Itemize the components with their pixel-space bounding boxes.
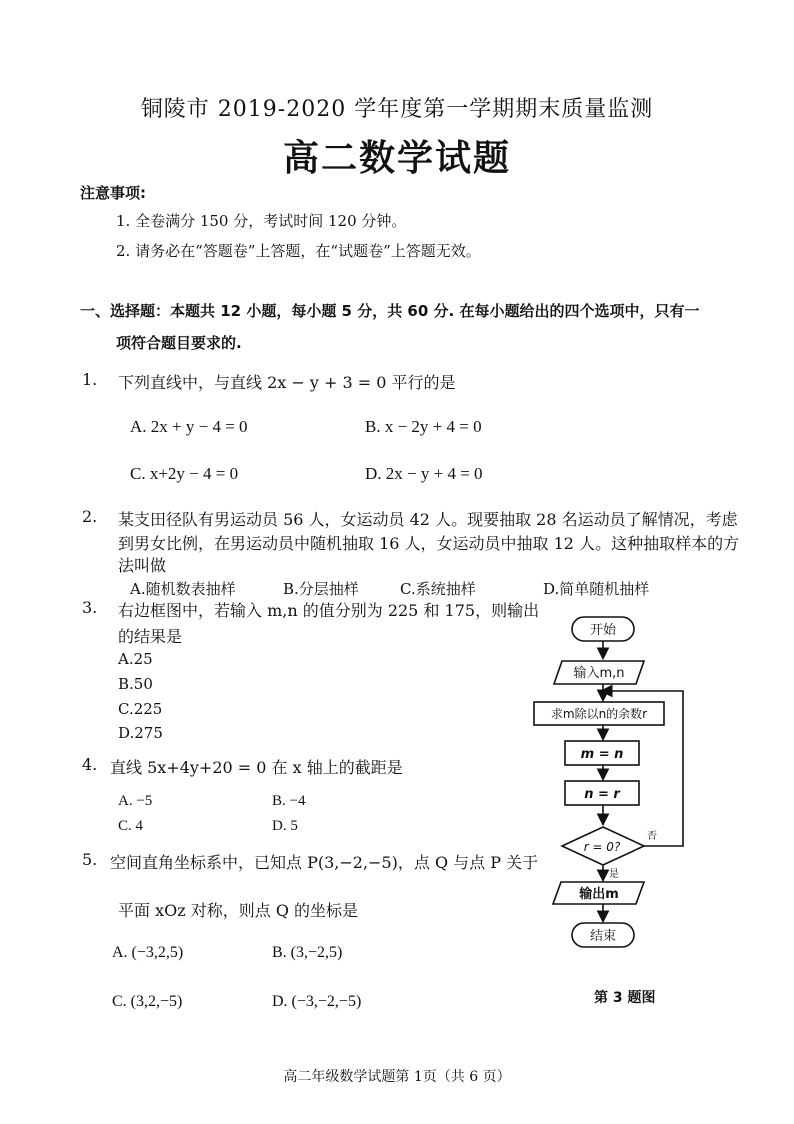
option-d: D.275: [118, 724, 163, 742]
question-stem: 直线 5x+4y+20 = 0 在 x 轴上的截距是: [110, 758, 403, 777]
flowchart-diagram: [520, 605, 700, 955]
option-c: C.系统抽样: [400, 580, 476, 598]
option-a: A. −5: [118, 793, 153, 809]
option-a: A. 2x + y − 4 = 0: [130, 417, 248, 436]
option-b: B. x − 2y + 4 = 0: [365, 417, 482, 436]
flowchart-start-label: 开始: [589, 623, 617, 638]
notice-item-1: 1. 全卷满分 150 分，考试时间 120 分钟。: [116, 212, 407, 230]
page-footer: 高二年级数学试题第 1页（共 6 页）: [283, 1069, 511, 1085]
question-stem-line1: 右边框图中，若输入 m,n 的值分别为 225 和 175，则输出: [118, 601, 540, 620]
question-stem-line2: 的结果是: [118, 627, 183, 646]
flowchart-output-label: 输出m: [579, 887, 619, 902]
question-stem-line1: 某支田径队有男运动员 56 人，女运动员 42 人。现要抽取 28 名运动员了解情况，考虑: [118, 510, 738, 529]
flowchart-condition-label: r = 0?: [583, 840, 621, 854]
option-b: B.50: [118, 675, 153, 693]
notice-item-2: 2. 请务必在“答题卷”上答题，在“试题卷”上答题无效。: [116, 242, 481, 260]
flowchart-assign-n-label: n = r: [584, 787, 620, 802]
question-number: 2.: [82, 507, 98, 526]
option-d: D.简单随机抽样: [543, 580, 650, 598]
option-c: C. 4: [118, 818, 144, 834]
option-a: A.25: [118, 650, 153, 668]
figure-caption: 第 3 题图: [594, 990, 656, 1006]
option-a: A. (−3,2,5): [112, 944, 184, 961]
option-b: B. (3,−2,5): [272, 944, 343, 961]
option-c: C.225: [118, 700, 163, 718]
option-a: A.随机数表抽样: [130, 580, 236, 598]
flowchart-input-label: 输入m,n: [573, 666, 625, 681]
exam-header-line: 铜陵市 2019-2020 学年度第一学期期末质量监测: [140, 97, 654, 122]
flowchart-yes-label: 是: [609, 869, 619, 880]
question-stem-line1: 空间直角坐标系中，已知点 P(3,−2,−5)，点 Q 与点 P 关于: [110, 853, 539, 872]
option-d: D. 2x − y + 4 = 0: [365, 464, 483, 483]
question-number: 5.: [82, 850, 98, 869]
question-stem: 下列直线中，与直线 2x − y + 3 = 0 平行的是: [118, 373, 456, 392]
notice-label: 注意事项:: [80, 184, 146, 202]
question-number: 1.: [82, 370, 98, 389]
flowchart-remainder-label: 求m除以n的余数r: [550, 707, 648, 721]
question-number: 3.: [82, 598, 98, 617]
flowchart-end-label: 结束: [589, 929, 617, 944]
exam-title: 高二数学试题: [282, 138, 511, 179]
section-heading-line2: 项符合题目要求的.: [116, 334, 242, 352]
option-d: D. 5: [272, 818, 298, 834]
option-b: B.分层抽样: [283, 580, 359, 598]
option-c: C. x+2y − 4 = 0: [130, 464, 239, 483]
question-stem-line2: 到男女比例，在男运动员中随机抽取 16 人，女运动员中抽取 12 人。这种抽取样本的方: [118, 534, 740, 553]
option-c: C. (3,2,−5): [112, 993, 183, 1010]
question-stem-line3: 法叫做: [118, 556, 167, 575]
question-number: 4.: [82, 755, 98, 774]
option-b: B. −4: [272, 793, 306, 809]
question-stem-line2: 平面 xOz 对称，则点 Q 的坐标是: [118, 901, 359, 920]
section-heading-line1: 一、选择题：本题共 12 小题，每小题 5 分，共 60 分. 在每小题给出的四个选项中，只有一: [80, 302, 700, 320]
option-d: D. (−3,−2,−5): [272, 993, 362, 1010]
flowchart-assign-m-label: m = n: [580, 747, 624, 762]
flowchart-no-label: 否: [647, 831, 657, 842]
